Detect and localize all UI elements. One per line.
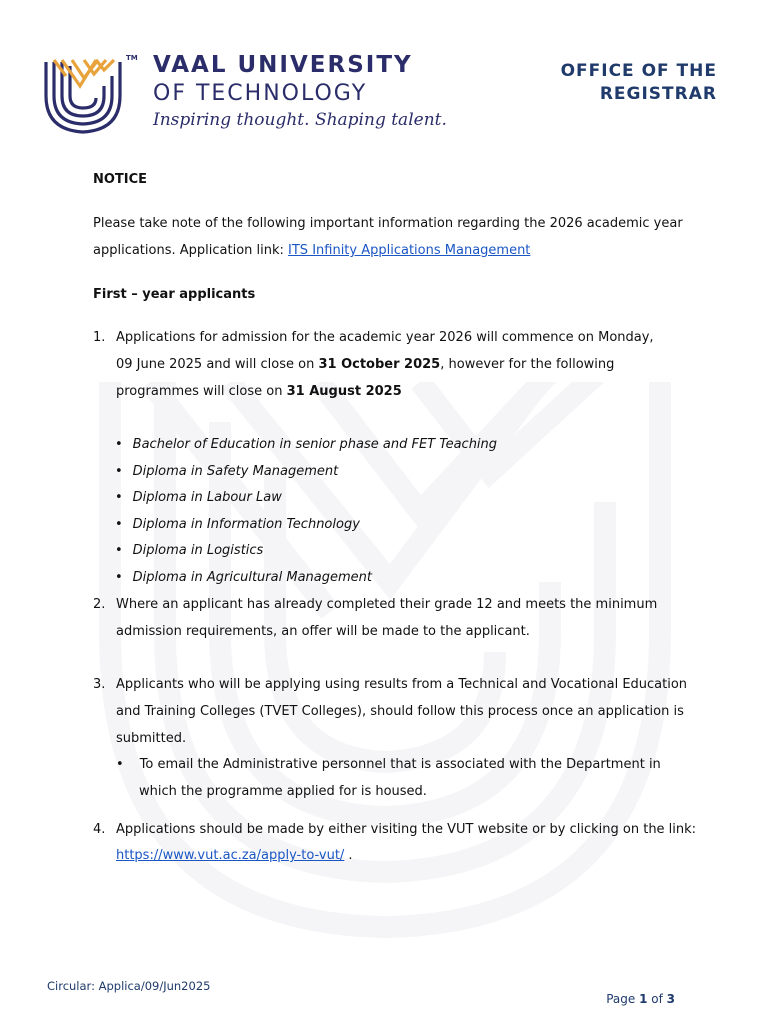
item-1-line2 (116, 357, 614, 372)
bullet-icon: • (115, 570, 123, 585)
apply-to-vut-link[interactable]: https://www.vut.ac.za/apply-to-vut/ (116, 848, 345, 863)
item-3-line2: and Training Colleges (TVET Colleges), should follow this process once an application is (116, 704, 684, 719)
university-tagline: Inspiring thought. Shaping talent. (153, 110, 447, 130)
page-of: of (647, 992, 667, 1006)
item-3-line3: submitted. (116, 731, 187, 746)
office-title (561, 60, 717, 106)
item-3-number: 3. (93, 677, 106, 692)
item-3-sub-bullet (116, 757, 661, 772)
section-heading: First – year applicants (93, 287, 256, 302)
page-prefix: Page (606, 992, 640, 1006)
programme-name: Diploma in Information Technology (132, 517, 360, 532)
its-infinity-link[interactable]: ITS Infinity Applications Management (288, 243, 531, 258)
university-logo (40, 52, 447, 136)
item-3-sub-line2: which the programme applied for is housed. (139, 784, 427, 799)
programme-name: Diploma in Safety Management (132, 464, 339, 479)
programme-name: Diploma in Labour Law (132, 490, 282, 505)
university-name-line1: VAAL UNIVERSITY (153, 52, 413, 78)
item-4-line1: Applications should be made by either visiting the VUT website or by clicking on the link: (116, 822, 697, 837)
item-1-line2-suffix: , however for the following (440, 357, 615, 372)
item-3-sub-line1: To email the Administrative personnel that is associated with the Department in (139, 757, 661, 772)
list-item (115, 570, 372, 585)
item-1-line2-prefix: 09 June 2025 and will close on (116, 357, 319, 372)
close-date: 31 October 2025 (318, 357, 441, 372)
item-3-line1: Applicants who will be applying using results from a Technical and Vocational Education (116, 677, 688, 692)
office-title-line1: OFFICE OF THE (560, 61, 717, 81)
page-current: 1 (639, 992, 648, 1006)
item-2-number: 2. (93, 597, 106, 612)
item-2-line1: Where an applicant has already completed their grade 12 and meets the minimum (116, 597, 658, 612)
intro-prefix: applications. Application link: (93, 243, 289, 258)
bullet-icon: • (115, 543, 123, 558)
item-4-number: 4. (93, 822, 106, 837)
intro-line1: Please take note of the following important information regarding the 2026 academic year (93, 216, 683, 231)
programme-name: Diploma in Agricultural Management (132, 570, 372, 585)
bullet-icon: • (115, 437, 123, 452)
early-close-date: 31 August 2025 (286, 384, 402, 399)
circular-reference: Circular: Applica/09/Jun2025 (47, 979, 211, 993)
bullet-icon: • (115, 490, 123, 505)
item-4-link-suffix: . (344, 848, 353, 863)
page-total: 3 (666, 992, 675, 1006)
office-title-line2: REGISTRAR (599, 84, 717, 104)
item-2-line2: admission requirements, an offer will be made to the applicant. (116, 624, 530, 639)
item-1-number: 1. (93, 330, 106, 345)
trademark-mark: TM (126, 54, 138, 62)
page-number (606, 992, 675, 1006)
list-item (115, 543, 263, 558)
item-1-line3-prefix: programmes will close on (116, 384, 287, 399)
list-item (115, 437, 497, 452)
item-1-line3 (116, 384, 402, 399)
list-item (115, 490, 282, 505)
notice-heading: NOTICE (93, 172, 148, 187)
programme-name: Bachelor of Education in senior phase and FET Teaching (132, 437, 498, 452)
list-item (115, 517, 360, 532)
bullet-icon: • (115, 464, 123, 479)
item-4-line2 (116, 848, 353, 863)
bullet-icon: • (115, 517, 123, 532)
university-name-line2: OF TECHNOLOGY (153, 81, 368, 106)
university-emblem-icon (40, 56, 130, 136)
programme-name: Diploma in Logistics (132, 543, 264, 558)
bullet-icon: • (116, 757, 124, 772)
item-1-line1: Applications for admission for the academic year 2026 will commence on Monday, (116, 330, 654, 345)
list-item (115, 464, 338, 479)
intro-line2 (93, 243, 530, 258)
